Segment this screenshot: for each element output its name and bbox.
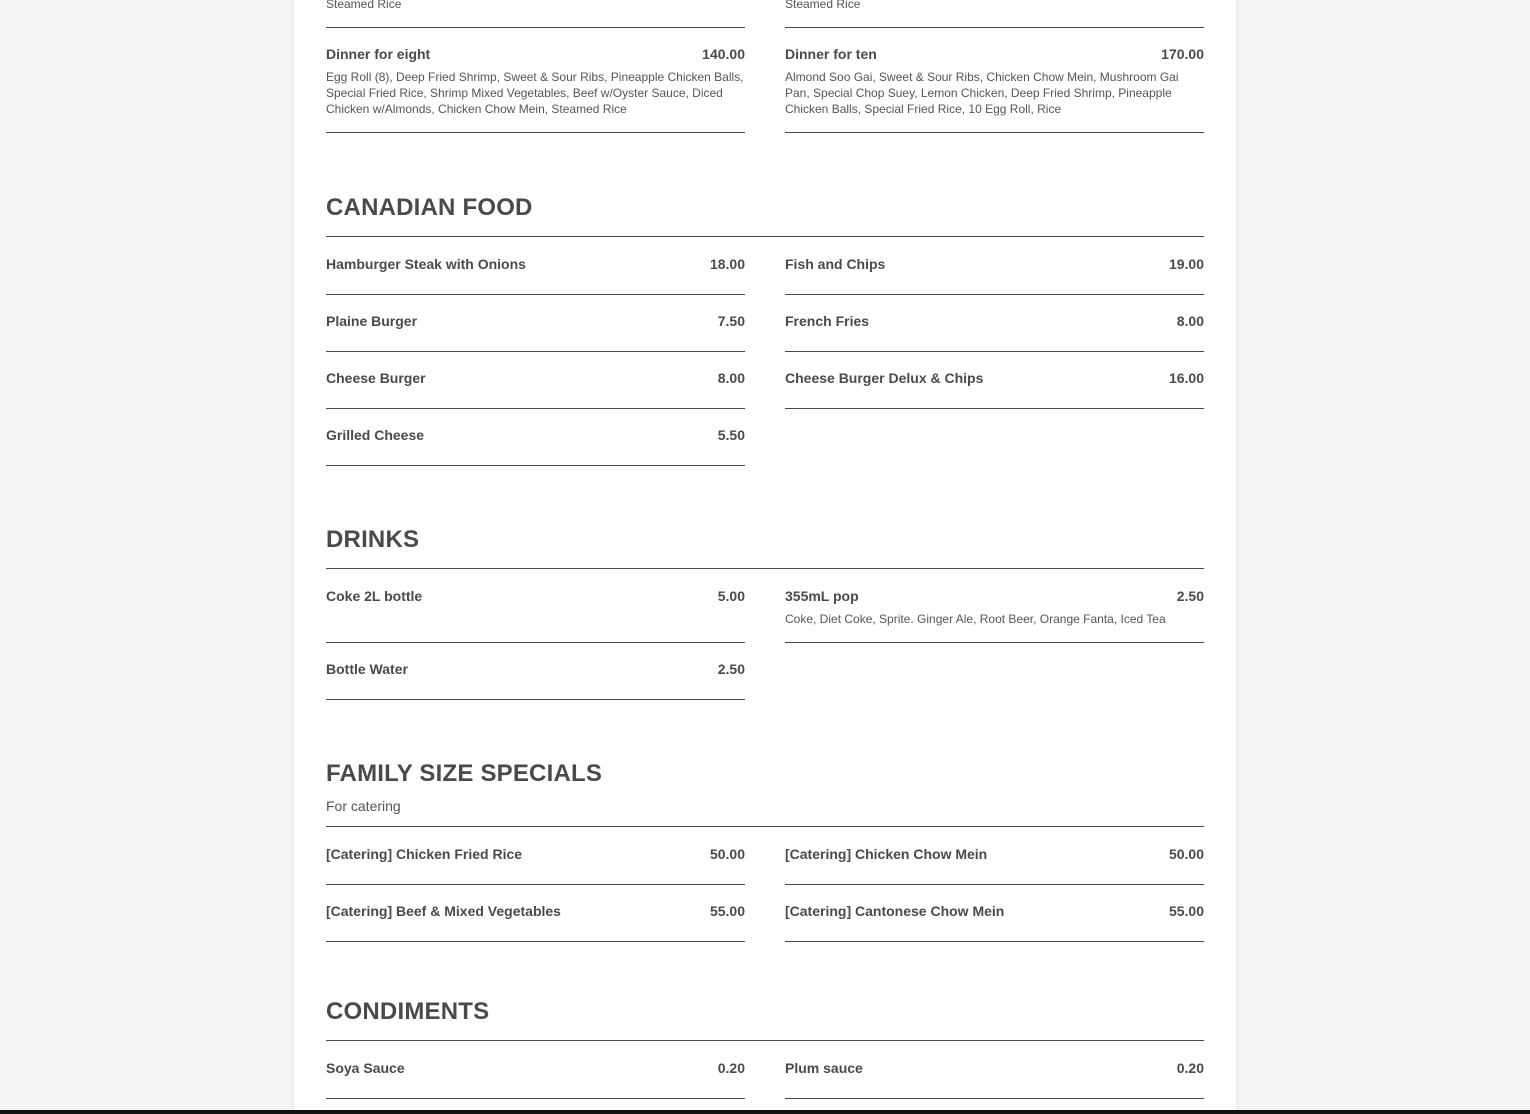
item-name: Dinner for ten: [785, 46, 877, 62]
item-price: 5.00: [717, 588, 745, 604]
item-name: Plaine Burger: [326, 313, 418, 329]
section-title: FAMILY SIZE SPECIALS: [326, 760, 603, 787]
item-description: Almond Soo Gai, Sweet & Sour Ribs, Chicken Chow Mein, Mushroom Gai Pan, Special Chop Suey, Lemon Chicken, Deep Fried Shrimp, Pineapple Chicken Balls, Special Fried Rice, 10 Egg Roll, Rice: [785, 70, 1179, 116]
item-name: Cheese Burger Delux & Chips: [785, 370, 984, 386]
item-name: French Fries: [785, 313, 870, 329]
item-price: 8.00: [717, 370, 745, 386]
item-price: 5.50: [717, 427, 745, 443]
bottom-bar: [0, 1110, 1530, 1114]
item-price: 2.50: [1176, 588, 1204, 604]
menu-item[interactable]: [326, 885, 745, 942]
item-price: 19.00: [1168, 256, 1204, 272]
item-name: Soya Sauce: [326, 1060, 405, 1076]
menu-item[interactable]: [326, 569, 745, 643]
section-title: CONDIMENTS: [326, 998, 490, 1025]
item-price: 50.00: [1168, 846, 1204, 862]
item-description: Coke, Diet Coke, Sprite. Ginger Ale, Root Beer, Orange Fanta, Iced Tea: [785, 612, 1166, 626]
menu-item[interactable]: [785, 827, 1204, 885]
menu-item[interactable]: [785, 569, 1204, 643]
item-price: 170.00: [1161, 46, 1204, 62]
menu-item-dinner-eight[interactable]: [326, 28, 745, 133]
section-subtitle: For catering: [326, 798, 401, 814]
menu-item[interactable]: [326, 643, 745, 700]
item-price: 2.50: [717, 661, 745, 677]
item-name: 355mL pop: [785, 588, 859, 604]
item-name: Plum sauce: [785, 1060, 863, 1076]
section-condiments: [326, 998, 1204, 1099]
section-drinks: [326, 526, 1204, 700]
item-price: 0.20: [717, 1060, 745, 1076]
item-price: 55.00: [709, 903, 745, 919]
menu-item[interactable]: [326, 409, 745, 466]
item-price: 140.00: [702, 46, 745, 62]
item-name: [Catering] Chicken Chow Mein: [785, 846, 988, 862]
item-price: 8.00: [1176, 313, 1204, 329]
menu-item[interactable]: [326, 295, 745, 352]
item-name: [Catering] Chicken Fried Rice: [326, 846, 523, 862]
item-name: [Catering] Cantonese Chow Mein: [785, 903, 1005, 919]
menu-item[interactable]: [326, 352, 745, 409]
item-price: 16.00: [1168, 370, 1204, 386]
menu-item-dinner-ten[interactable]: [785, 28, 1204, 133]
menu-item[interactable]: [326, 827, 745, 885]
menu-item[interactable]: [785, 885, 1204, 942]
item-price: 18.00: [709, 256, 745, 272]
item-price: 7.50: [717, 313, 745, 329]
menu-item-cut-left[interactable]: [326, 0, 745, 28]
item-name: Bottle Water: [326, 661, 408, 677]
menu-item[interactable]: [785, 1041, 1204, 1099]
menu-page: [294, 0, 1236, 1110]
menu-item[interactable]: [326, 237, 745, 295]
item-description: Steamed Rice: [785, 0, 861, 11]
item-name: Hamburger Steak with Onions: [326, 256, 526, 272]
item-name: Grilled Cheese: [326, 427, 425, 443]
section-title: DRINKS: [326, 526, 420, 553]
section-canadian-food: [326, 194, 1204, 466]
menu-item[interactable]: [785, 352, 1204, 409]
menu-item-cut-right[interactable]: [785, 0, 1204, 28]
item-description: Steamed Rice: [326, 0, 402, 11]
item-description: Egg Roll (8), Deep Fried Shrimp, Sweet & Sour Ribs, Pineapple Chicken Balls, Special Fried Rice, Shrimp Mixed Vegetables, Beef w/Oyster Sauce, Diced Chicken w/Almonds, Chicken Chow Mein, Steamed Rice: [326, 70, 744, 116]
item-price: 50.00: [709, 846, 745, 862]
item-price: 0.20: [1176, 1060, 1204, 1076]
menu-item[interactable]: [326, 1041, 745, 1099]
item-name: Fish and Chips: [785, 256, 886, 272]
item-name: Cheese Burger: [326, 370, 426, 386]
section-title: CANADIAN FOOD: [326, 194, 533, 221]
menu-item[interactable]: [785, 237, 1204, 295]
section-family-size-specials: [326, 760, 1204, 942]
item-name: Dinner for eight: [326, 46, 431, 62]
item-name: [Catering] Beef & Mixed Vegetables: [326, 903, 561, 919]
item-name: Coke 2L bottle: [326, 588, 423, 604]
menu-item[interactable]: [785, 295, 1204, 352]
item-price: 55.00: [1168, 903, 1204, 919]
